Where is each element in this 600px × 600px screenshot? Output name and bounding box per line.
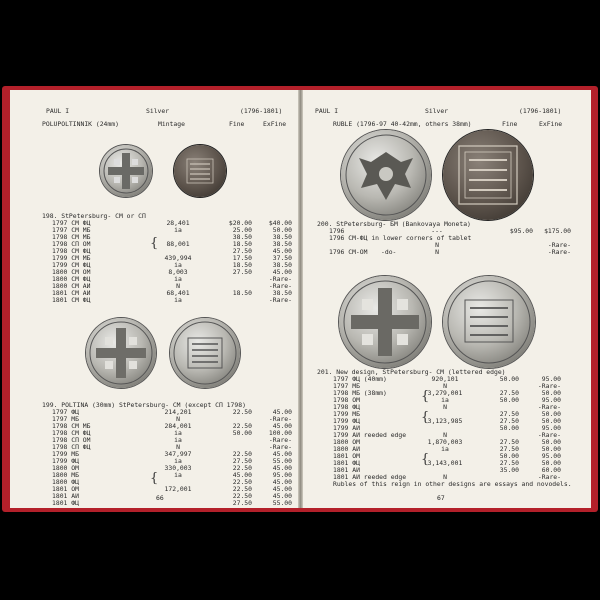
row-fine: 27.50: [232, 499, 252, 507]
row-exfine: -Rare-: [268, 443, 292, 451]
row-fine: 27.50: [232, 247, 252, 255]
running-head-ruler: PAUL I: [315, 107, 339, 115]
row-exfine: -Rare-: [268, 415, 292, 423]
row-year-mint: 1798 CП ОМ: [52, 240, 91, 248]
row-year-mint: 1798 ФЦ: [333, 403, 360, 411]
entry-198-title: 198. StPetersburg- CM or CП: [42, 212, 146, 220]
row-exfine: 38.50: [272, 233, 292, 241]
row-fine: 27.50: [232, 268, 252, 276]
row-fine: 50.00: [232, 429, 252, 437]
row-year-mint: 1801 ФЦ: [52, 499, 79, 507]
row-fine: 27.50: [499, 417, 519, 425]
row-year-mint: 1799 АИ: [333, 424, 360, 432]
row-exfine: 95.00: [541, 396, 561, 404]
row-fine: 25.00: [232, 226, 252, 234]
row-exfine: -Rare-: [537, 403, 561, 411]
ruble-1798-obverse-coin: [339, 276, 431, 368]
row-fine: 27.50: [499, 410, 519, 418]
row-year-mint: 1798 МБ (38mm): [333, 389, 387, 397]
row-fine: 18.50: [232, 240, 252, 248]
row-mintage: 3,143,001: [427, 459, 463, 467]
row-fine: 27.50: [499, 459, 519, 467]
row-fine: 17.50: [232, 254, 252, 262]
row-mintage: 920,101: [431, 375, 459, 383]
row-exfine: 50.00: [272, 226, 292, 234]
section-title: RUBLE (1796-97 40-42mm, others 38mm): [333, 120, 472, 128]
row-year-mint: 1798 CM МБ: [52, 422, 91, 430]
row-exfine: 37.50: [272, 254, 292, 262]
row-exfine: 45.00: [272, 485, 292, 493]
row-exfine: 55.00: [272, 457, 292, 465]
row-exfine: -Rare-: [268, 296, 292, 304]
row-fine: 35.00: [499, 466, 519, 474]
row-exfine: 95.00: [541, 375, 561, 383]
brace-201b: {: [421, 410, 430, 425]
row-year-mint: 1801 АИ: [333, 466, 360, 474]
row-mintage: ia: [174, 296, 182, 304]
row-mintage: ia: [441, 396, 449, 404]
row-mintage: 68,401: [166, 289, 190, 297]
row-year-mint: 1797 CM МБ: [52, 226, 91, 234]
row-year-mint: 1800 ОМ: [333, 438, 360, 446]
row-year-mint: 1798 CП ОМ: [52, 436, 91, 444]
row-year-mint: 1796: [329, 227, 345, 235]
row-mintage: 330,003: [164, 464, 192, 472]
row-fine: 50.00: [499, 375, 519, 383]
row-mintage: ia: [441, 445, 449, 453]
row-year-mint: 1799 ФЦ: [333, 417, 360, 425]
row-mintage: N: [443, 473, 447, 481]
row-mintage: 1,870,003: [427, 438, 463, 446]
row-year-mint: 1798 CП ФЦ: [52, 443, 91, 451]
row-mintage: 88,001: [166, 240, 190, 248]
entry-200-title: 200. StPetersburg- БМ (Bankovaya Moneta): [317, 220, 471, 228]
row-year-mint: 1797 МБ: [52, 415, 79, 423]
row-year-mint: 1799 МБ: [52, 450, 79, 458]
row-fine: 50.00: [499, 452, 519, 460]
row-year-mint: 1800 МБ: [52, 471, 79, 479]
row-fine: $95.00: [509, 227, 533, 235]
row-year-mint: 1798 CM ФЦ: [52, 429, 91, 437]
row-fine: 45.00: [232, 471, 252, 479]
row-exfine: -Rare-: [268, 275, 292, 283]
row-exfine: 45.00: [272, 408, 292, 416]
row-exfine: 50.00: [541, 389, 561, 397]
row-exfine: -Rare-: [537, 473, 561, 481]
row-mintage: ---: [431, 227, 443, 235]
row-year-mint: 1798 CM МБ: [52, 233, 91, 241]
row-year-mint: 1801 АИ reeded edge: [333, 473, 407, 481]
row-exfine: $175.00: [544, 227, 571, 235]
row-exfine: 95.00: [541, 424, 561, 432]
row-exfine: -Rare-: [537, 431, 561, 439]
poltina-obverse-coin: [86, 318, 156, 388]
entry-201-note: Rubles of this reign in other designs are essays and novodels.: [333, 480, 572, 488]
row-year-mint: 1801 ОМ: [333, 452, 360, 460]
row-exfine: 45.00: [272, 478, 292, 486]
row-fine: 27.50: [499, 389, 519, 397]
row-exfine: 60.00: [541, 466, 561, 474]
col-exfine-header: ExFine: [263, 120, 287, 128]
row-exfine: 38.50: [272, 289, 292, 297]
row-exfine: -Rare-: [547, 241, 571, 249]
row-exfine: 50.00: [541, 410, 561, 418]
col-fine-header: Fine: [229, 120, 245, 128]
row-year-mint: 1800 CM АИ: [52, 282, 91, 290]
row-exfine: 45.00: [272, 268, 292, 276]
row-fine: 38.50: [232, 233, 252, 241]
row-exfine: -Rare-: [537, 382, 561, 390]
row-exfine: 45.00: [272, 422, 292, 430]
row-mintage: N: [443, 382, 447, 390]
row-year-mint: 1799 CM ФЦ: [52, 261, 91, 269]
entry-199-title: 199. POLTINA (30mm) StPetersburg- CM (except CП 1798): [42, 401, 246, 409]
row-exfine: 38.50: [272, 261, 292, 269]
brace-199: {: [150, 471, 159, 486]
row-fine: 18.50: [232, 261, 252, 269]
running-head-years: (1796-1801): [519, 107, 562, 115]
brace-198a: {: [150, 236, 159, 251]
row-mintage: N: [443, 403, 447, 411]
running-head-ruler: PAUL I: [46, 107, 70, 115]
row-year-mint: 1800 ФЦ: [52, 478, 79, 486]
row-exfine: $40.00: [268, 219, 292, 227]
row-fine: 50.00: [499, 396, 519, 404]
row-mintage: ia: [174, 471, 182, 479]
row-year-mint: 1799 ФЦ: [52, 457, 79, 465]
row-year-mint: 1800 CM ФЦ: [52, 275, 91, 283]
col-exfine-header: ExFine: [539, 120, 563, 128]
row-mintage: ia: [174, 261, 182, 269]
row-fine: 27.50: [499, 445, 519, 453]
row-year-mint: 1797 МБ: [333, 382, 360, 390]
row-year-mint: 1797 CM ФЦ: [52, 219, 91, 227]
row-fine: $20.00: [228, 219, 252, 227]
row-fine: 22.50: [232, 478, 252, 486]
row-fine: 18.50: [232, 289, 252, 297]
row-year-mint: 1801 ОМ: [52, 485, 79, 493]
row-fine: 22.50: [232, 492, 252, 500]
row-fine: 22.50: [232, 408, 252, 416]
ruble-1796-reverse-coin: [443, 130, 533, 220]
row-year-mint: 1798 ОМ: [333, 396, 360, 404]
row-year-mint: 1800 АИ: [333, 445, 360, 453]
row-mintage: 439,994: [164, 254, 192, 262]
row-mintage: 28,401: [166, 219, 190, 227]
row-ditto: -do-: [381, 248, 397, 256]
row-year-mint: 1800 CM ОМ: [52, 268, 91, 276]
row-year-mint: 1801 ФЦ: [333, 459, 360, 467]
row-mintage: N: [435, 241, 439, 249]
row-fine: 22.50: [232, 485, 252, 493]
row-mintage: 214,201: [164, 408, 192, 416]
row-exfine: -Rare-: [268, 436, 292, 444]
row-exfine: 45.00: [272, 464, 292, 472]
row-exfine: 45.00: [272, 247, 292, 255]
col-fine-header: Fine: [502, 120, 518, 128]
left-page: [10, 90, 298, 508]
row-year-mint: 1798 CM ФЦ: [52, 247, 91, 255]
row-fine: 50.00: [499, 424, 519, 432]
row-year-mint: 1799 АИ reeded edge: [333, 431, 407, 439]
row-mintage: ia: [174, 457, 182, 465]
row-exfine: 50.00: [541, 417, 561, 425]
page-number-right: 67: [437, 494, 445, 502]
row-year-mint: 1797 ФЦ (40mm): [333, 375, 387, 383]
row-mintage: 3,123,985: [427, 417, 463, 425]
section-title: POLUPOLTINNIK (24mm): [42, 120, 119, 128]
row-exfine: 95.00: [272, 471, 292, 479]
row-year-mint: 1797 ФЦ: [52, 408, 79, 416]
row-fine: 22.50: [232, 450, 252, 458]
row-exfine: -Rare-: [268, 282, 292, 290]
entry-201-title: 201. New design, StPetersburg- CM (lettered edge): [317, 368, 506, 376]
ruble-1796-obverse-coin: [341, 130, 431, 220]
col-mintage-header: Mintage: [158, 120, 185, 128]
row-mintage: 284,001: [164, 422, 192, 430]
row-mintage: ia: [174, 436, 182, 444]
row-exfine: 45.00: [272, 492, 292, 500]
row-mintage: N: [176, 415, 180, 423]
row-mintage: N: [443, 431, 447, 439]
brace-201c: {: [421, 452, 430, 467]
running-head-years: (1796-1801): [240, 107, 283, 115]
row-year-mint: 1801 CM АИ: [52, 289, 91, 297]
row-year-mint: 1799 МБ: [333, 410, 360, 418]
row-exfine: 50.00: [541, 445, 561, 453]
page-number-left: 66: [156, 494, 164, 502]
row-exfine: 45.00: [272, 450, 292, 458]
polupoltinnik-reverse-coin: [174, 145, 226, 197]
row-year-mint: 1796 CM-ОМ: [329, 248, 368, 256]
running-head-metal: Silver: [146, 107, 170, 115]
row-exfine: 38.50: [272, 240, 292, 248]
row-fine: 22.50: [232, 464, 252, 472]
ruble-1798-reverse-coin: [443, 276, 535, 368]
row-exfine: 55.00: [272, 499, 292, 507]
row-mintage: 172,001: [164, 485, 192, 493]
row-mintage: ia: [174, 275, 182, 283]
row-mintage: ia: [174, 226, 182, 234]
row-exfine: 95.00: [541, 452, 561, 460]
row-mintage: 347,997: [164, 450, 192, 458]
row-mintage: ia: [174, 429, 182, 437]
row-year-mint: 1799 CM МБ: [52, 254, 91, 262]
running-head-metal: Silver: [425, 107, 449, 115]
row-fine: 27.50: [499, 438, 519, 446]
row-mintage: 3,279,001: [427, 389, 463, 397]
row-year-mint: 1801 АИ: [52, 492, 79, 500]
row-fine: 27.50: [232, 457, 252, 465]
brace-201a: {: [421, 389, 430, 404]
polupoltinnik-obverse-coin: [100, 145, 152, 197]
row-mintage: 8,003: [168, 268, 188, 276]
row-year-mint: 1800 ОМ: [52, 464, 79, 472]
row-fine: 22.50: [232, 422, 252, 430]
row-mintage: N: [176, 282, 180, 290]
row-exfine: 50.00: [541, 459, 561, 467]
row-exfine: 50.00: [541, 438, 561, 446]
right-page: [303, 90, 591, 508]
row-mintage: N: [435, 248, 439, 256]
row-year-mint: 1801 CM ФЦ: [52, 296, 91, 304]
row-exfine: -Rare-: [547, 248, 571, 256]
row-exfine: 100.00: [268, 429, 292, 437]
row-mintage: N: [176, 443, 180, 451]
poltina-reverse-coin: [170, 318, 240, 388]
row-year-mint: 1796 CM-ФЦ in lower corners of tablet: [329, 234, 472, 242]
